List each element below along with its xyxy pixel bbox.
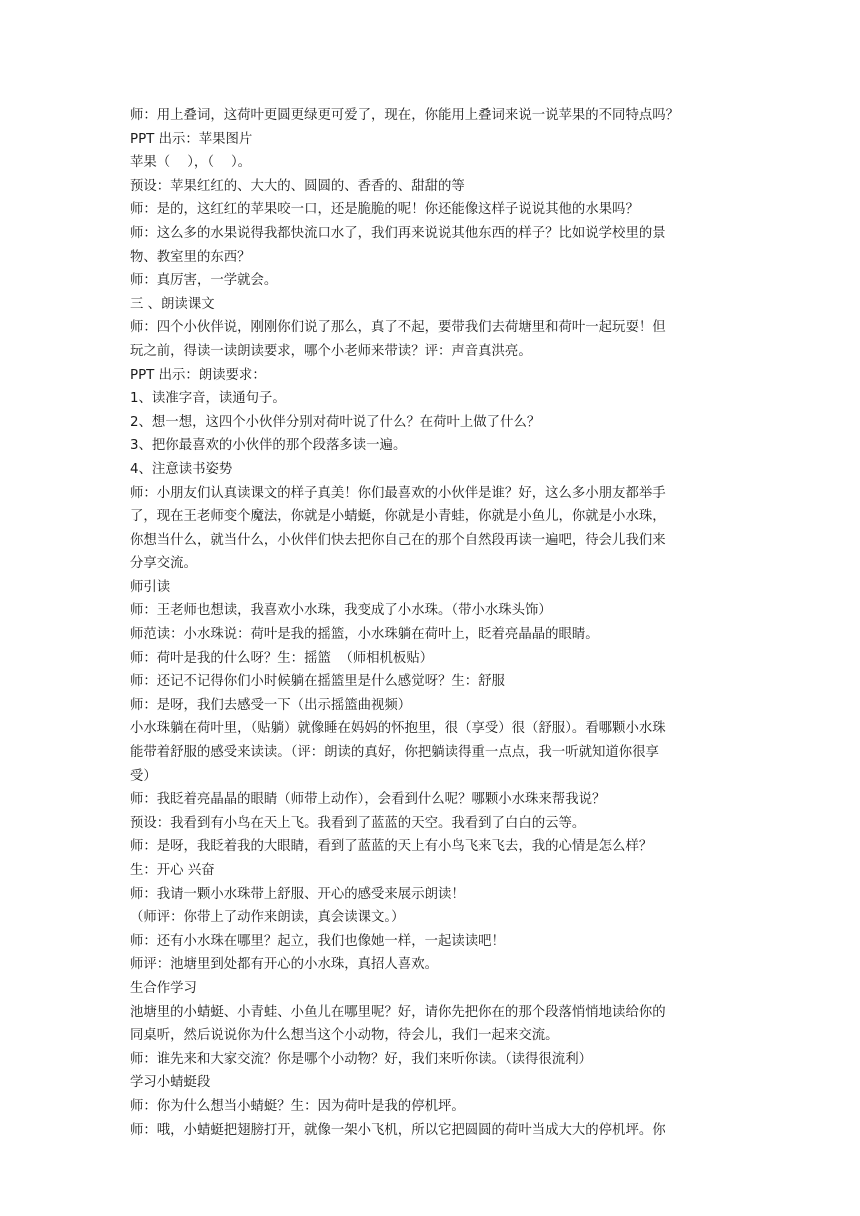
subheading: 学习小蜻蜓段 [130, 1075, 211, 1091]
text-line: 生：开心 兴奋 [130, 863, 215, 878]
text-line: 师：荷叶是我的什么呀？生：摇篮 （师相机板贴） [130, 650, 434, 666]
text-line: 师：是呀，我眨着我的大眼睛，看到了蓝蓝的天上有小鸟飞来飞去，我的心情是怎么样？ [130, 839, 653, 855]
text-line: 师：还有小水珠在哪里？起立，我们也像她一样，一起读读吧！ [130, 933, 505, 949]
text-line: 同桌听，然后说说你为什么想当这个小动物，待会儿，我们一起来交流。 [130, 1028, 559, 1044]
document-body [130, 104, 736, 1142]
text-line: 受） [130, 768, 157, 784]
text-line: PPT 出示：苹果图片 [130, 131, 253, 147]
subheading: 师引读 [130, 579, 171, 595]
text-line: PPT 出示：朗读要求： [130, 367, 266, 383]
text-line: 师：真厉害，一学就会。 [130, 273, 278, 289]
text-line: 师：是的，这红红的苹果咬一口，还是脆脆的呢！你还能像这样子说说其他的水果吗？ [130, 202, 639, 218]
text-line: 师范读：小水珠说：荷叶是我的摇篮，小水珠躺在荷叶上，眨着亮晶晶的眼睛。 [130, 627, 599, 643]
text-line: 小水珠躺在荷叶里，（贴躺）就像睡在妈妈的怀抱里，很（享受）很（舒服）。看哪颗小水珠 [130, 721, 666, 737]
text-line: 师：用上叠词，这荷叶更圆更绿更可爱了，现在，你能用上叠词来说一说苹果的不同特点吗？ [130, 108, 680, 123]
text-line: 师：谁先来和大家交流？你是哪个小动物？好，我们来听你读。（读得很流利） [130, 1051, 592, 1067]
text-line: 师评：池塘里到处都有开心的小水珠，真招人喜欢。 [130, 957, 438, 973]
text-line: 师：四个小伙伴说，刚刚你们说了那么，真了不起，要带我们去荷塘里和荷叶一起玩耍！但 [130, 320, 666, 336]
text-line: 师：我眨着亮晶晶的眼睛（师带上动作），会看到什么呢？哪颗小水珠来帮我说？ [130, 792, 606, 808]
text-line: 苹果（ ），（ ）。 [130, 155, 252, 171]
text-line: 能带着舒服的感受来读读。（评：朗读的真好，你把躺读得重一点点，我一听就知道你很享 [130, 745, 659, 761]
text-line: 预设：苹果红红的、大大的、圆圆的、香香的、甜甜的等 [130, 178, 465, 194]
text-line: 物、教室里的东西？ [130, 249, 251, 265]
text-line: 你想当什么，就当什么，小伙伴们快去把你自己在的那个自然段再读一遍吧，待会儿我们来 [130, 532, 666, 548]
list-item: 2、想一想，这四个小伙伴分别对荷叶说了什么？在荷叶上做了什么？ [130, 414, 541, 430]
text-line: 师：你为什么想当小蜻蜓？生：因为荷叶是我的停机坪。 [130, 1098, 465, 1114]
list-item: 4、注意读书姿势 [130, 461, 233, 477]
section-heading: 三 、朗读课文 [130, 296, 215, 312]
text-line: 师：哦，小蜻蜓把翅膀打开，就像一架小飞机，所以它把圆圆的荷叶当成大大的停机坪。你 [130, 1122, 666, 1138]
text-line: （师评：你带上了动作来朗读，真会读课文。） [130, 910, 405, 926]
text-line: 了，现在王老师变个魔法，你就是小蜻蜓，你就是小青蛙，你就是小鱼儿，你就是小水珠， [130, 509, 666, 525]
text-line: 师：王老师也想读，我喜欢小水珠，我变成了小水珠。（带小水珠头饰） [130, 603, 552, 619]
text-line: 池塘里的小蜻蜓、小青蛙、小鱼儿在哪里呢？好，请你先把你在的那个段落悄悄地读给你的 [130, 1004, 666, 1020]
text-line: 师：还记不记得你们小时候躺在摇篮里是什么感觉呀？生：舒服 [130, 674, 505, 690]
subheading: 生合作学习 [130, 980, 197, 996]
text-line: 师：是呀，我们去感受一下（出示摇篮曲视频） [130, 697, 412, 713]
text-line: 预设：我看到有小鸟在天上飞。我看到了蓝蓝的天空。我看到了白白的云等。 [130, 815, 586, 831]
text-line: 分享交流。 [130, 556, 197, 572]
text-line: 师：这么多的水果说得我都快流口水了，我们再来说说其他东西的样子？比如说学校里的景 [130, 225, 666, 241]
text-line: 师：小朋友们认真读课文的样子真美！你们最喜欢的小伙伴是谁？好，这么多小朋友都举手 [130, 485, 666, 501]
text-line: 师：我请一颗小水珠带上舒服、开心的感受来展示朗读！ [130, 886, 465, 902]
list-item: 1、读准字音，读通句子。 [130, 391, 286, 407]
text-line: 玩之前，得读一读朗读要求，哪个小老师来带读？评：声音真洪亮。 [130, 343, 532, 359]
list-item: 3、把你最喜欢的小伙伴的那个段落多读一遍。 [130, 438, 407, 454]
